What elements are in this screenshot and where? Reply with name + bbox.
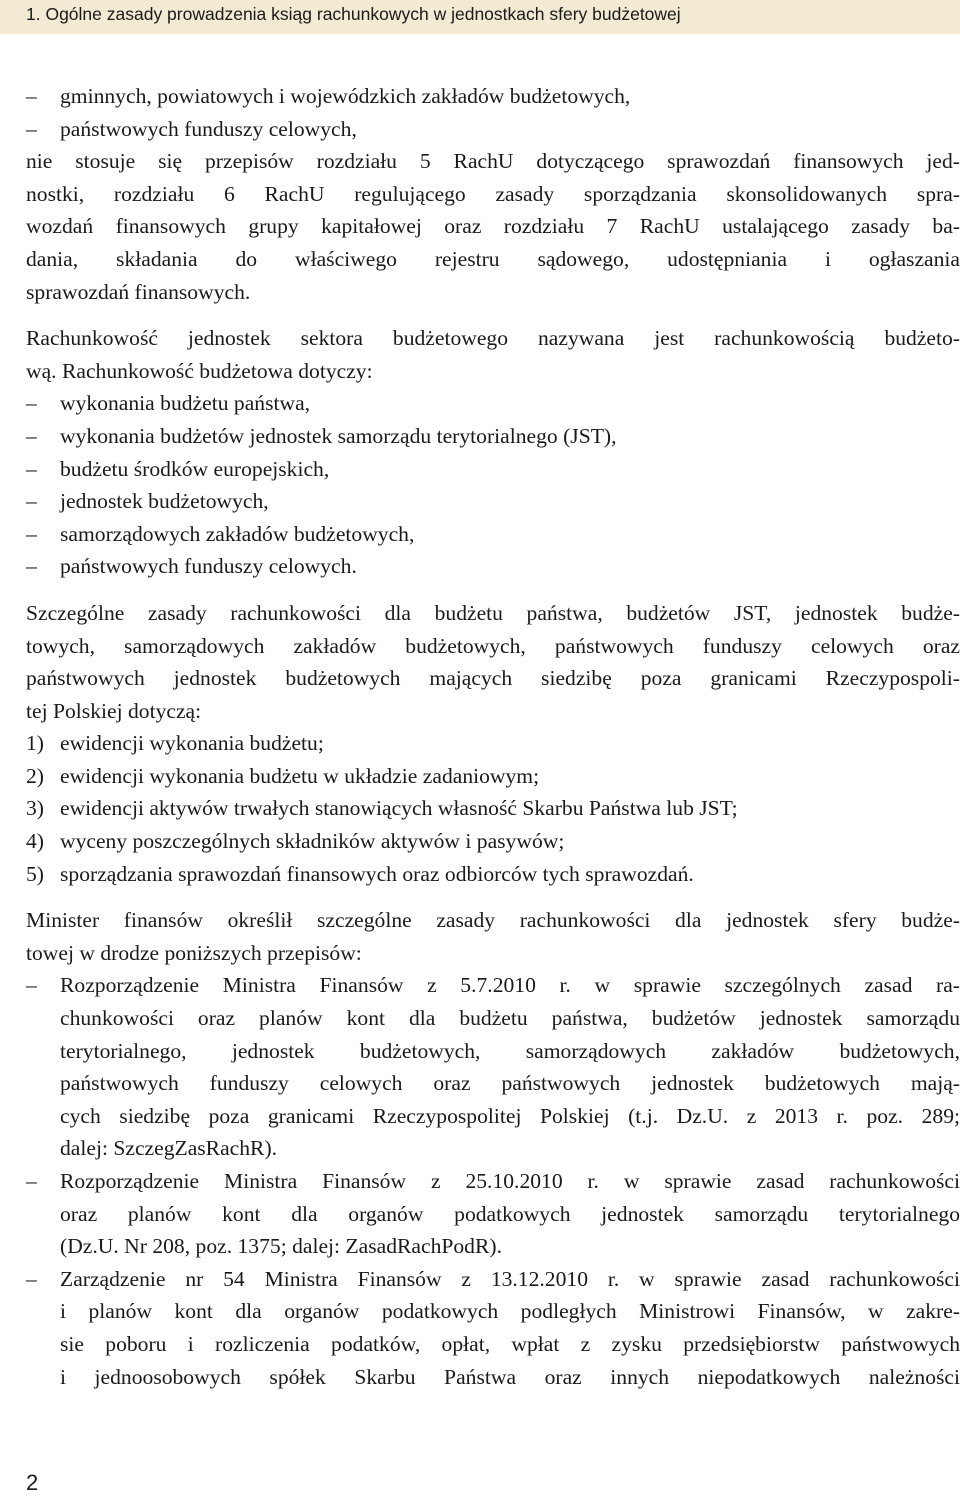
dash-bullet: –	[26, 84, 37, 108]
text-line: nie stosuje się przepisów rozdziału 5 RachU dotyczącego sprawozdań finansowych jed-	[26, 149, 960, 174]
list-item: – państwowych funduszy celowych.	[26, 550, 960, 583]
dash-bullet: –	[26, 391, 37, 416]
regulation-line: sie poboru i rozliczenia podatków, opłat, wpłat z zysku przedsiębiorstw państwowych	[60, 1331, 960, 1356]
regulation-line: cych siedzibę poza granicami Rzeczypospolitej Polskiej (t.j. Dz.U. z 2013 r. poz. 289;	[60, 1103, 960, 1128]
text-line: sprawozdań finansowych.	[26, 279, 251, 304]
dash-bullet: –	[26, 554, 37, 579]
regulation-line: – Rozporządzenie Ministra Finansów z 5.7.2010 r. w sprawie szczególnych zasad ra-	[26, 969, 960, 1002]
regulation-line: terytorialnego, jednostek budżetowych, samorządowych zakładów budżetowych,	[60, 1038, 960, 1063]
numbered-item: 5) sporządzania sprawozdań finansowych oraz odbiorców tych sprawozdań.	[26, 858, 960, 891]
regulation-line: (Dz.U. Nr 208, poz. 1375; dalej: ZasadRachPodR).	[60, 1234, 502, 1259]
page-number: 2	[26, 1470, 39, 1495]
dash-bullet: –	[26, 973, 37, 998]
dash-bullet: –	[26, 521, 37, 546]
item-number: 3)	[26, 796, 44, 821]
page-header-bar	[0, 0, 960, 34]
text-line: Minister finansów określił szczególne zasady rachunkowości dla jednostek sfery budże-	[26, 908, 960, 933]
text-line: dania, składania do właściwego rejestru sądowego, udostępniania i ogłaszania	[26, 246, 960, 271]
regulation-line: – Zarządzenie nr 54 Ministra Finansów z 13.12.2010 r. w sprawie zasad rachunkowości	[26, 1263, 960, 1296]
text-line: towych, samorządowych zakładów budżetowych, państwowych funduszy celowych oraz	[26, 633, 960, 658]
dash-bullet: –	[26, 1169, 37, 1193]
regulation-line: – Rozporządzenie Ministra Finansów z 25.10.2010 r. w sprawie zasad rachunkowości	[26, 1165, 960, 1198]
numbered-item: 3) ewidencji aktywów trwałych stanowiących własność Skarbu Państwa lub JST;	[26, 792, 960, 825]
item-number: 4)	[26, 829, 44, 854]
text-line: nostki, rozdziału 6 RachU regulującego zasady sporządzania skonsolidowanych spra-	[26, 181, 960, 206]
item-number: 5)	[26, 861, 44, 886]
text-line: towej w drodze poniższych przepisów:	[26, 940, 362, 965]
list-item: – wykonania budżetu państwa,	[26, 387, 960, 420]
regulation-line: państwowych funduszy celowych oraz państwowych jednostek budżetowych mają-	[60, 1071, 960, 1096]
list-item: – wykonania budżetów jednostek samorządu terytorialnego (JST),	[26, 420, 960, 453]
regulation-line: i planów kont dla organów podatkowych podległych Ministrowi Finansów, w zakre-	[60, 1299, 960, 1324]
list-item: – budżetu środków europejskich,	[26, 453, 960, 486]
text-line: Szczególne zasady rachunkowości dla budżetu państwa, budżetów JST, jednostek budże-	[26, 600, 960, 625]
regulation-line: i jednoosobowych spółek Skarbu Państwa oraz innych niepodatkowych należności	[60, 1364, 960, 1389]
regulation-line: oraz planów kont dla organów podatkowych jednostek samorządu terytorialnego	[60, 1201, 960, 1226]
dash-bullet: –	[26, 1266, 37, 1291]
page-content	[26, 80, 960, 1393]
numbered-item: 4) wyceny poszczególnych składników aktywów i pasywów;	[26, 825, 960, 858]
list-item: – jednostek budżetowych,	[26, 485, 960, 518]
text-line: wą. Rachunkowość budżetowa dotyczy:	[26, 358, 373, 383]
dash-bullet: –	[26, 489, 37, 514]
text-line: tej Polskiej dotyczą:	[26, 698, 202, 723]
regulation-line: chunkowości oraz planów kont dla budżetu państwa, budżetów jednostek samorządu	[60, 1006, 960, 1031]
list-item: – gminnych, powiatowych i wojewódzkich zakładów budżetowych,	[26, 80, 960, 113]
dash-bullet: –	[26, 423, 37, 448]
item-number: 2)	[26, 763, 44, 788]
list-item: – samorządowych zakładów budżetowych,	[26, 518, 960, 551]
dash-bullet: –	[26, 456, 37, 481]
dash-bullet: –	[26, 116, 37, 141]
item-number: 1)	[26, 731, 44, 756]
text-line: państwowych jednostek budżetowych mających siedzibę poza granicami Rzeczypospoli-	[26, 666, 960, 691]
regulation-line: dalej: SzczegZasRachR).	[60, 1136, 278, 1161]
numbered-item: 2) ewidencji wykonania budżetu w układzie zadaniowym;	[26, 760, 960, 793]
text-line: Rachunkowość jednostek sektora budżetowego nazywana jest rachunkowością budżeto-	[26, 326, 960, 351]
text-line: wozdań finansowych grupy kapitałowej oraz rozdziału 7 RachU ustalającego zasady ba-	[26, 214, 960, 239]
page-header-title: 1. Ogólne zasady prowadzenia ksiąg rachunkowych w jednostkach sfery budżetowej	[26, 4, 681, 24]
list-item: – państwowych funduszy celowych,	[26, 113, 960, 146]
numbered-item: 1) ewidencji wykonania budżetu;	[26, 727, 960, 760]
